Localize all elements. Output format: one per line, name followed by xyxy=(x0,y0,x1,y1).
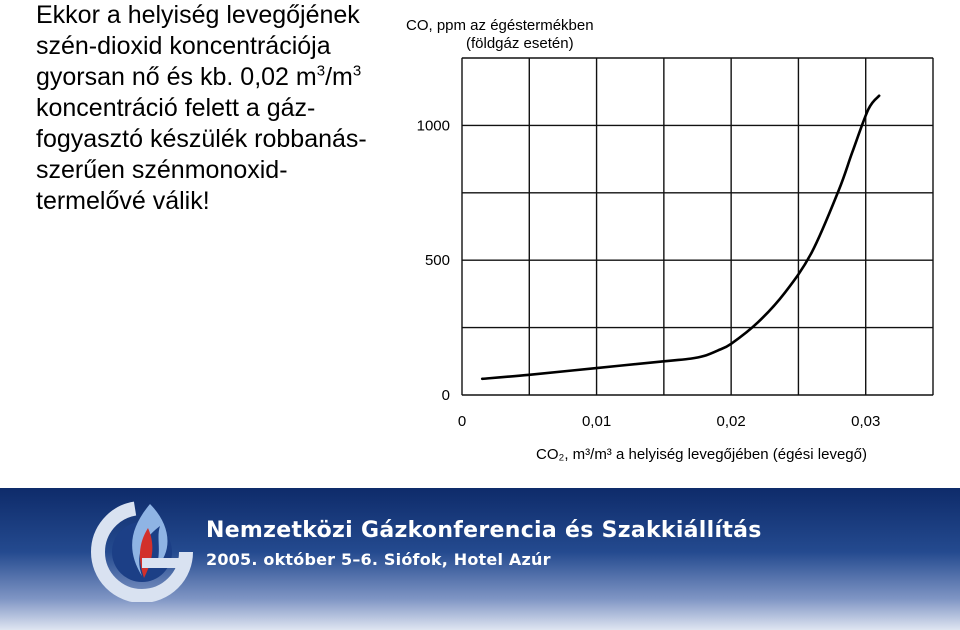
co-vs-co2-chart xyxy=(396,8,956,478)
x-tick-label: 0 xyxy=(457,413,467,430)
banner-subtitle: 2005. október 5–6. Siófok, Hotel Azúr xyxy=(206,550,551,569)
y-tick-label: 1000 xyxy=(416,117,450,135)
text-segment: gyorsan nő és kb. 0,02 m xyxy=(36,63,317,91)
gas-flame-g-logo-icon xyxy=(90,498,198,602)
series-line xyxy=(482,96,879,379)
y-axis-label-line2: (földgáz esetén) xyxy=(466,35,574,52)
plot-frame xyxy=(462,58,933,395)
x-tick-label: 0,03 xyxy=(851,413,881,430)
text-segment: /m xyxy=(325,63,353,91)
banner-title: Nemzetközi Gázkonferencia és Szakkiállítás xyxy=(206,518,762,543)
text-line: Ekkor a helyiség levegőjének xyxy=(36,1,360,29)
y-tick-label: 0 xyxy=(441,387,450,404)
superscript: 3 xyxy=(352,62,362,80)
y-tick-label: 500 xyxy=(424,252,450,270)
text-line: fogyasztó készülék robbanás- xyxy=(36,125,367,153)
text-line: szerűen szénmonoxid- xyxy=(36,156,288,184)
y-axis-label-line1: CO, ppm az égéstermékben xyxy=(406,17,594,34)
text-line: termelővé válik! xyxy=(36,187,210,215)
slide-body-text xyxy=(36,0,406,217)
x-axis-label: CO₂, m³/m³ a helyiség levegőjében (égési levegő) xyxy=(536,446,867,463)
text-line: koncentráció felett a gáz- xyxy=(36,94,316,122)
superscript: 3 xyxy=(316,62,326,80)
x-tick-label: 0,01 xyxy=(581,413,612,430)
text-line xyxy=(36,62,406,93)
text-line: szén-dioxid koncentrációja xyxy=(36,32,331,60)
x-tick-label: 0,02 xyxy=(716,413,746,430)
